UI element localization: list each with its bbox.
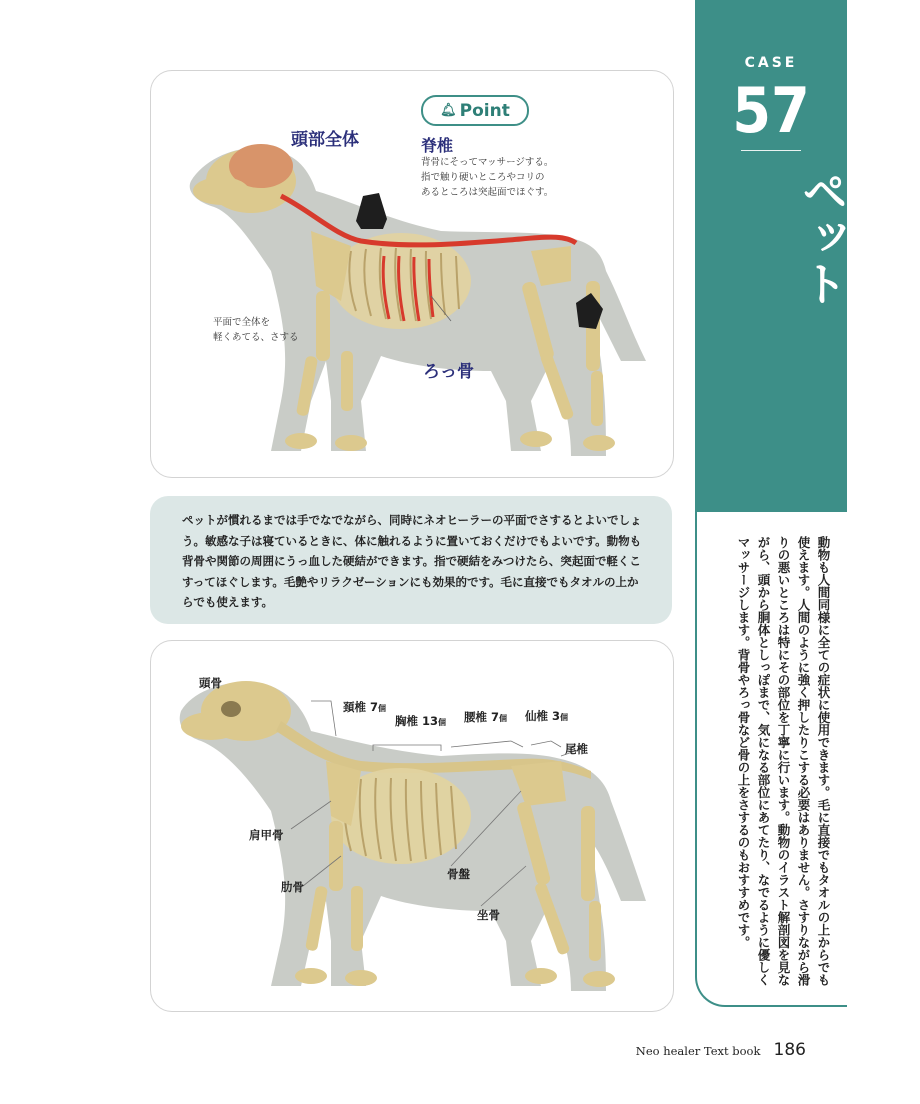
thoracic-count: 13 [422,714,439,728]
case-label: CASE [744,55,798,71]
top-illustration-panel [150,70,674,478]
lumbar-name: 腰椎 [464,710,487,724]
caudal-label: 尾椎 [565,742,588,756]
cervical-unit: 個 [378,704,387,713]
description-text: ペットが慣れるまでは手でなでながら、同時にネオヒーラーの平面でさするとよいでしょう。敏感な子は寝ているときに、体に触れるように置いておくだけでもよいです。動物も背骨や関節の周囲にうっ血した硬結ができます。指で硬結をみつけたら、突起面で軽くこすってほぐします。毛艶やリラクゼーションにも効果的です。毛に直接でもタオルの上からでも使えます。 [182,513,642,609]
case-side-band [695,0,847,512]
case-title: ペット [795,168,849,306]
case-divider [741,150,801,151]
ischium-label: 坐骨 [477,908,500,922]
sacral-name: 仙椎 [525,709,548,723]
scapula-label: 肩甲骨 [249,828,284,842]
spine-note [421,155,553,200]
spine-title: 脊椎 [421,136,454,155]
side-text-box [695,512,847,1007]
thoracic-unit: 個 [438,718,447,727]
ribs-label: 肋骨 [281,880,304,894]
flat-note [213,315,299,345]
cervical-label [343,699,386,715]
neo-healer-device-icon [356,193,387,229]
book-title: Neo healer Text book [635,1044,761,1058]
side-text: 動物も人間同様に全ての症状に使用できます。毛に直接でもタオルの上からでも使えます。人間のように強く押したりこする必要はありません。さすりながら滑りの悪いところは特にその部位を丁寧に行います。動物のイラスト解剖図を見ながら、頭から胴体としっぽまで、気になる部位にあてたり、なでるように優しくマッサージします。背骨やろっ骨など骨の上をさするのもおすすめです。 [736,536,831,986]
bell-icon: 🔔︎ [440,103,457,118]
dog-skeleton-anatomy-illustration [151,641,673,1011]
flat-note-line: 軽くあてる、さする [213,332,299,343]
thoracic-label [395,713,446,729]
page-number: 186 [773,1040,806,1060]
rib-label: ろっ骨 [423,362,474,382]
sacral-label [525,708,568,724]
flat-note-line: 平面で全体を [213,317,271,328]
spine-note-line: 指で触り硬いところやコリの [421,172,545,183]
point-label: Point [459,100,510,121]
sacral-count: 3 [552,709,561,723]
point-badge [421,95,529,126]
cervical-count: 7 [370,700,379,714]
lumbar-count: 7 [491,710,500,724]
head-label: 頭部全体 [291,130,359,150]
lumbar-unit: 個 [499,714,508,723]
lumbar-label [464,709,507,725]
sacral-unit: 個 [560,713,569,722]
case-number: 57 [732,74,810,147]
skull-label: 頭骨 [199,676,222,690]
thoracic-name: 胸椎 [395,714,418,728]
bottom-illustration-panel [150,640,674,1012]
description-box [150,496,672,624]
spine-note-line: 背骨にそってマッサージする。 [421,157,554,168]
footer [636,1040,806,1060]
spine-note-line: あるところは突起面でほぐす。 [421,187,554,198]
pelvis-label: 骨盤 [447,867,470,881]
dog-skeleton-massage-illustration [151,71,673,477]
cervical-name: 頚椎 [343,700,366,714]
